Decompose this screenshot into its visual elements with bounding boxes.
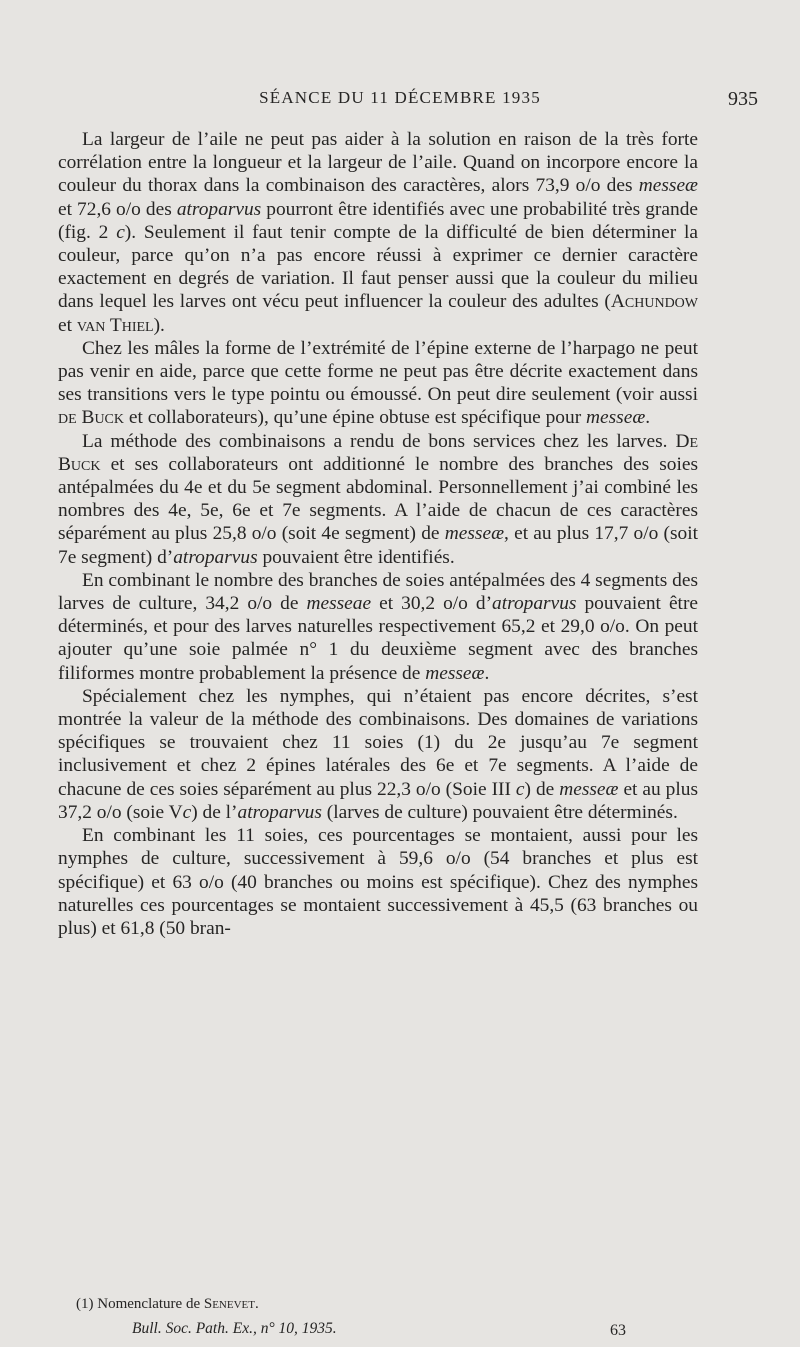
p4-text-2: et 30,2 o/o d’: [371, 593, 493, 615]
p5-seta-letter-1: c: [515, 778, 525, 800]
p5-species-1: messeæ: [559, 778, 619, 800]
footnote-author: Senevet: [203, 1296, 255, 1312]
p4-text-1: En combinant le nombre des branches de soies antépalmées des 4 segments des larves de culture, 34,2 o/o de: [58, 569, 699, 615]
journal-citation: Bull. Soc. Path. Ex., n° 10, 1935.: [132, 1320, 337, 1337]
p1-species-2: atroparvus: [176, 198, 262, 220]
footnote-text: Nomenclature de: [97, 1296, 204, 1312]
p5-text-3: et au plus 37,2 o/o (soie V: [58, 778, 699, 823]
p5-text-2: ) de: [524, 778, 560, 800]
p1-text-4: ). Seulement il faut tenir compte de la difficulté de bien déterminer la couleur, parce qu’on n’a pas encore réussi à exprimer ce dernier caractère exactement en degrés de variation. Il faut penser aussi que la couleur du milieu dans lequel les larves ont vécu peut influencer la couleur des adultes (: [58, 221, 698, 313]
p5-text-1: Spécialement chez les nymphes, qui n’étaient pas encore décrites, s’est montrée la valeur de la méthode des combinaisons. Des domaines de variations spécifiques se trouvaient chez 11 soies (1) du 2e jusqu’au 7e segment inclusivement et chez 2 épines latérales des 6e et 7e segments. A l’aide de chacune de ces soies séparément au plus 22,3 o/o (Soie III: [58, 685, 698, 800]
p6-text-1: En combinant les 11 soies, ces pourcentages se montaient, aussi pour les nymphes de culture, successivement à 59,6 o/o (54 branches et plus est spécifique) et 63 o/o (40 branches ou moins est spécifique). Chez des nymphes naturelles ces pourcentages se montaient successivement à 45,5 (63 branches ou plus) et 61,8 (50 bran-: [58, 825, 698, 939]
p1-text-6: ).: [153, 314, 165, 336]
p1-text-5: et: [58, 314, 77, 336]
p1-text-1: La largeur de l’aile ne peut pas aider à la solution en raison de la très forte corrélation entre la longueur et la largeur de l’aile. Quand on incorpore encore la couleur du thorax dans la combinaison des caractères, alors 73,9 o/o des: [58, 129, 698, 197]
p4-species-2: atroparvus: [492, 593, 577, 615]
p1-author-2: van Thiel: [76, 314, 154, 336]
p1-author-1: Achundow: [610, 291, 698, 313]
p4-species-3: messeæ: [425, 662, 485, 684]
paragraph-2: [58, 337, 698, 430]
paragraph-4: [58, 569, 698, 685]
p3-species-1: messeæ: [444, 523, 505, 545]
p4-text-3: pouvaient être déterminés, et pour des larves naturelles respectivement 65,2 et 29,0 o/o. On peut ajouter qu’une soie palmée n° 1 du deuxième segment avec des branches filiformes montre probablement la présence de: [58, 593, 699, 684]
footnote-marker: (1): [76, 1296, 94, 1312]
p3-species-2: atroparvus: [173, 546, 258, 568]
p5-seta-letter-2: c: [182, 801, 192, 823]
p2-text-3: .: [645, 407, 651, 429]
p5-species-2: atroparvus: [237, 801, 322, 823]
p2-text-1: Chez les mâles la forme de l’extrémité de l’épine externe de l’harpago ne peut pas venir en aide, parce que cette forme ne peut pas être décrite exactement dans ses transitions vers le type pointu ou émoussé. On peut dire seulement (voir aussi: [58, 337, 698, 406]
p3-text-3: , et au plus 17,7 o/o (soit 7e segment) d’: [58, 523, 698, 568]
p1-species-1: messeæ: [638, 175, 698, 197]
signature-mark: 63: [610, 1322, 626, 1339]
p3-text-1: La méthode des combinaisons a rendu de bons services chez les larves.: [82, 430, 676, 452]
p2-species-1: messeæ: [586, 407, 646, 429]
paragraph-1: [58, 128, 698, 337]
p4-species-1: messeae: [306, 593, 372, 615]
footnote-end: .: [254, 1296, 259, 1312]
body-text: [58, 128, 698, 940]
page-number: 935: [728, 88, 758, 110]
footnote-1: [76, 1296, 259, 1313]
running-head: SÉANCE DU 11 DÉCEMBRE 1935: [259, 88, 541, 107]
p3-text-4: pouvaient être identifiés.: [257, 546, 455, 568]
p5-text-5: (larves de culture) pouvaient être déterminés.: [321, 801, 678, 823]
page-header: [0, 88, 800, 118]
p3-author-1: De Buck: [58, 430, 698, 475]
paragraph-6: [58, 824, 698, 940]
p2-text-2: et collaborateurs), qu’une épine obtuse est spécifique pour: [124, 407, 587, 429]
paragraph-5: [58, 685, 698, 824]
p4-text-4: .: [484, 662, 490, 684]
paragraph-3: [58, 430, 698, 569]
p3-text-2: et ses collaborateurs ont additionné le nombre des branches des soies antépalmées du 4e et du 5e segment abdominal. Personnellement j’ai combiné les nombres des 4e, 5e, 6e et 7e segments. A l’aide de chacun de ces caractères séparément au plus 25,8 o/o (soit 4e segment) de: [58, 453, 698, 545]
p1-text-3: pourront être identifiés avec une probabilité très grande (fig. 2: [58, 198, 698, 243]
p5-text-4: ) de l’: [191, 801, 238, 823]
p2-author-1: de Buck: [58, 407, 125, 429]
p1-text-2: et 72,6 o/o des: [58, 198, 177, 220]
p1-fig-letter: c: [116, 221, 125, 243]
